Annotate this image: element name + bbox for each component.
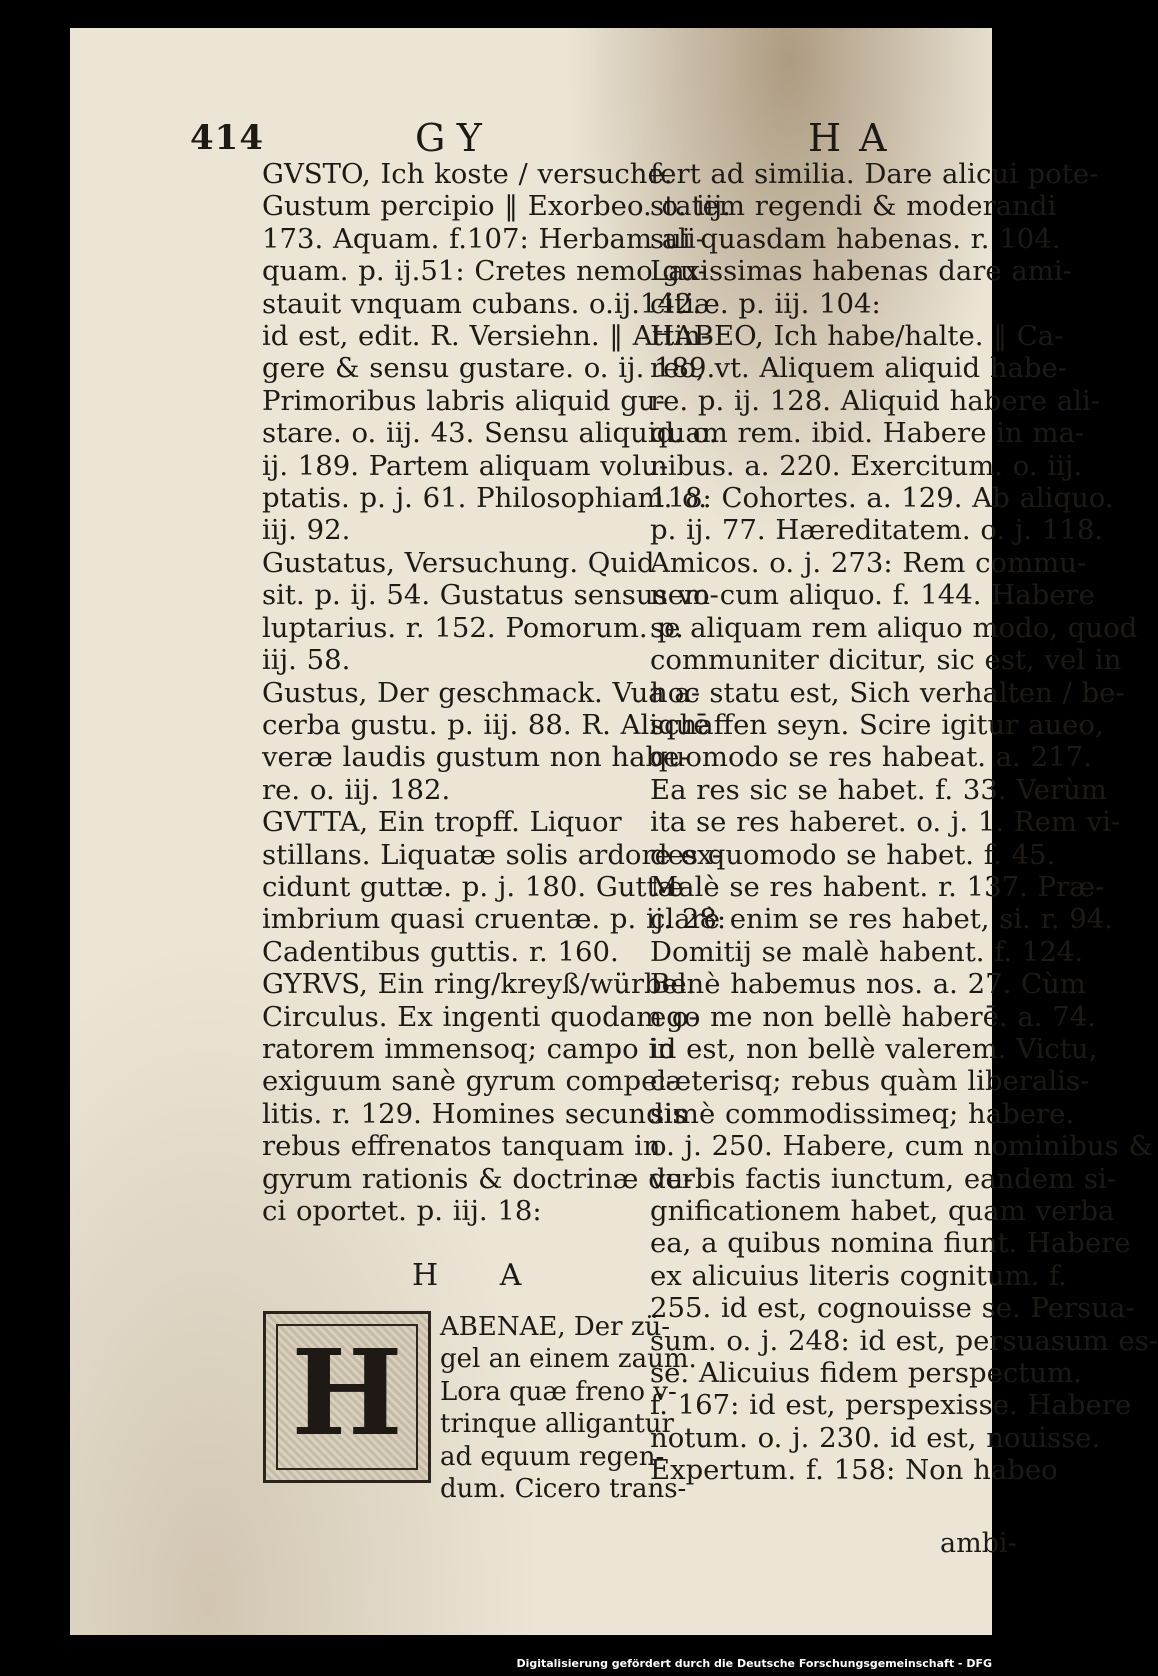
text-beside-initial: [440, 1311, 697, 1505]
page-number: 414: [190, 118, 264, 158]
left-column-line: GVSTO, Ich koste / versuche.: [262, 158, 673, 190]
book-page: [70, 28, 1158, 1635]
left-column-line: id est, edit. R. Versiehn. ‖ Attin-: [262, 320, 711, 353]
left-column-line: stauit vnquam cubans. o.ij.142.: [262, 287, 702, 320]
right-column-line: ex alicuius literis cognitum. f.: [650, 1259, 1068, 1292]
left-column: [262, 158, 731, 1227]
right-column-line: HABEO, Ich habe/halte. ‖ Ca-: [650, 320, 1064, 353]
left-column-line: Gustus, Der geschmack. Vua a-: [262, 676, 701, 709]
left-column-line: stare. o. iij. 43. Sensu aliquid. o.: [262, 417, 718, 450]
left-column-line: Cadentibus guttis. r. 160.: [262, 935, 619, 968]
left-column-line: GYRVS, Ein ring/kreyß/würbel.: [262, 968, 696, 1001]
right-column-line: des quomodo se habet. f. 45.: [650, 838, 1056, 871]
beside-initial-line: ad equum regen-: [440, 1441, 665, 1472]
right-column-line: schaffen seyn. Scire igitur aueo,: [650, 708, 1104, 741]
right-column-line: sum. o. j. 248: id est, persuasum es-: [650, 1324, 1158, 1357]
left-column-line: luptarius. r. 152. Pomorum. p.: [262, 611, 684, 644]
left-column-line: exiguum sanè gyrum compel-: [262, 1065, 676, 1098]
left-column-line: quam. p. ij.51: Cretes nemo gu-: [262, 255, 708, 288]
right-column-line: quomodo se res habeat. a. 217.: [650, 741, 1092, 774]
right-column-line: statem regendi & moderandi: [650, 190, 1057, 223]
right-column-line: Domitij se malè habent. f. 124.: [650, 935, 1084, 968]
left-column-line: Circulus. Ex ingenti quodam o-: [262, 1000, 698, 1033]
digitization-credit: Digitalisierung gefördert durch die Deutsche Forschungsgemeinschaft - DFG: [516, 1657, 992, 1670]
decorated-initial: [263, 1311, 431, 1483]
beside-initial-line: dum. Cicero trans-: [440, 1474, 687, 1505]
right-column-line: se aliquam rem aliquo modo, quod: [650, 611, 1138, 644]
section-heading: H A: [412, 1258, 548, 1293]
right-column-line: sui quasdam habenas. r. 104.: [650, 222, 1061, 255]
right-column-line: id est, non bellè valerem. Victu,: [650, 1032, 1098, 1065]
right-column-line: clarè enim se res habet, si. r. 94.: [650, 903, 1114, 936]
left-column-line: GVTTA, Ein tropff. Liquor: [262, 806, 622, 839]
right-column-line: fert ad similia. Dare alicui pote-: [650, 158, 1099, 190]
right-column-line: communiter dicitur, sic est, vel in: [650, 644, 1122, 677]
left-column-line: gere & sensu gustare. o. ij. 189.: [262, 352, 716, 385]
left-column-line: stillans. Liquatæ solis ardore ex-: [262, 838, 722, 871]
left-column-line: Gustatus, Versuchung. Quid: [262, 546, 655, 579]
left-column-line: rebus effrenatos tanquam in: [262, 1130, 661, 1163]
right-column-line: o. j. 250. Habere, cum nominibus &: [650, 1130, 1153, 1163]
left-column-line: gyrum rationis & doctrinæ du-: [262, 1162, 693, 1195]
left-column-line: Primoribus labris aliquid gu-: [262, 384, 665, 417]
running-head-left: GY: [415, 116, 494, 160]
right-column-line: 118: Cohortes. a. 129. Ab aliquo.: [650, 482, 1114, 515]
beside-initial-line: gel an einem zaum.: [440, 1344, 697, 1375]
left-column-line: ij. 189. Partem aliquam volu-: [262, 449, 669, 482]
left-column-line: ptatis. p. j. 61. Philosophiam. o.: [262, 482, 707, 515]
right-column-line: se. Alicuius fidem perspectum.: [650, 1357, 1082, 1390]
right-column-line: nibus. a. 220. Exercitum. o. iij.: [650, 449, 1083, 482]
right-column-line: Benè habemus nos. a. 27. Cùm: [650, 968, 1086, 1001]
initial-letter: H: [291, 1323, 403, 1462]
right-column-line: Malè se res habent. r. 137. Præ-: [650, 870, 1105, 903]
left-column-line: iij. 92.: [262, 514, 351, 547]
right-column-line: 255. id est, cognouisse se. Persua-: [650, 1292, 1135, 1325]
left-column-line: veræ laudis gustum non habe-: [262, 741, 689, 774]
right-column-line: verbis factis iunctum, eandem si-: [650, 1162, 1117, 1195]
right-column-line: gnificationem habet, quam verba: [650, 1195, 1115, 1227]
right-column-line: citiæ. p. iij. 104:: [650, 287, 881, 320]
left-column-line: ci oportet. p. iij. 18:: [262, 1195, 542, 1227]
right-column-line: Expertum. f. 158: Non habeo: [650, 1454, 1058, 1487]
left-column-line: litis. r. 129. Homines secundis: [262, 1097, 687, 1130]
right-column-line: hoc statu est, Sich verhalten / be-: [650, 676, 1125, 709]
left-column-line: imbrium quasi cruentæ. p. ij. 28:: [262, 903, 727, 936]
right-column-line: simè commodissimeq; habere.: [650, 1097, 1075, 1130]
left-column-line: cerba gustu. p. iij. 88. R. Aliquē: [262, 708, 710, 741]
left-column-line: cidunt guttæ. p. j. 180. Guttæ: [262, 870, 684, 903]
catchword: ambi-: [940, 1528, 1017, 1559]
right-column-line: p. ij. 77. Hæreditatem. o. j. 118.: [650, 514, 1104, 547]
right-column-line: Ea res sic se habet. f. 33. Verùm: [650, 773, 1107, 806]
right-column: [650, 158, 1158, 1487]
left-column-line: ratorem immensoq; campo in: [262, 1032, 675, 1065]
beside-initial-line: ABENAE, Der zü-: [440, 1312, 671, 1342]
right-column-line: Amicos. o. j. 273: Rem commu-: [650, 546, 1087, 579]
right-column-line: f. 167: id est, perspexisse. Habere: [650, 1389, 1132, 1422]
left-column-line: iij. 58.: [262, 644, 351, 677]
left-column-line: re. o. iij. 182.: [262, 773, 451, 806]
beside-initial-line: trinque alligantur: [440, 1409, 674, 1440]
right-column-line: ita se res haberet. o. j. 1. Rem vi-: [650, 806, 1121, 839]
right-column-line: re. p. ij. 128. Aliquid habere ali-: [650, 384, 1101, 417]
right-column-line: ea, a quibus nomina fiunt. Habere: [650, 1227, 1131, 1260]
left-column-line: Gustum percipio ‖ Exorbeo. o. iij.: [262, 190, 731, 223]
left-column-line: sit. p. ij. 54. Gustatus sensus vo-: [262, 579, 719, 612]
running-head-right: HA: [808, 116, 905, 160]
right-column-line: quam rem. ibid. Habere in ma-: [650, 417, 1085, 450]
left-column-line: 173. Aquam. f.107: Herbam ali-: [262, 222, 706, 255]
right-column-line: cæterisq; rebus quàm liberalis-: [650, 1065, 1090, 1098]
right-column-line: notum. o. j. 230. id est, nouisse.: [650, 1421, 1101, 1454]
right-column-line: nem cum aliquo. f. 144. Habere: [650, 579, 1095, 612]
right-column-line: reo, vt. Aliquem aliquid habe-: [650, 352, 1068, 385]
beside-initial-line: Lora quæ freno v-: [440, 1376, 677, 1407]
right-column-line: ego me non bellè haberē. a. 74.: [650, 1000, 1096, 1033]
right-column-line: Laxissimas habenas dare ami-: [650, 255, 1072, 288]
